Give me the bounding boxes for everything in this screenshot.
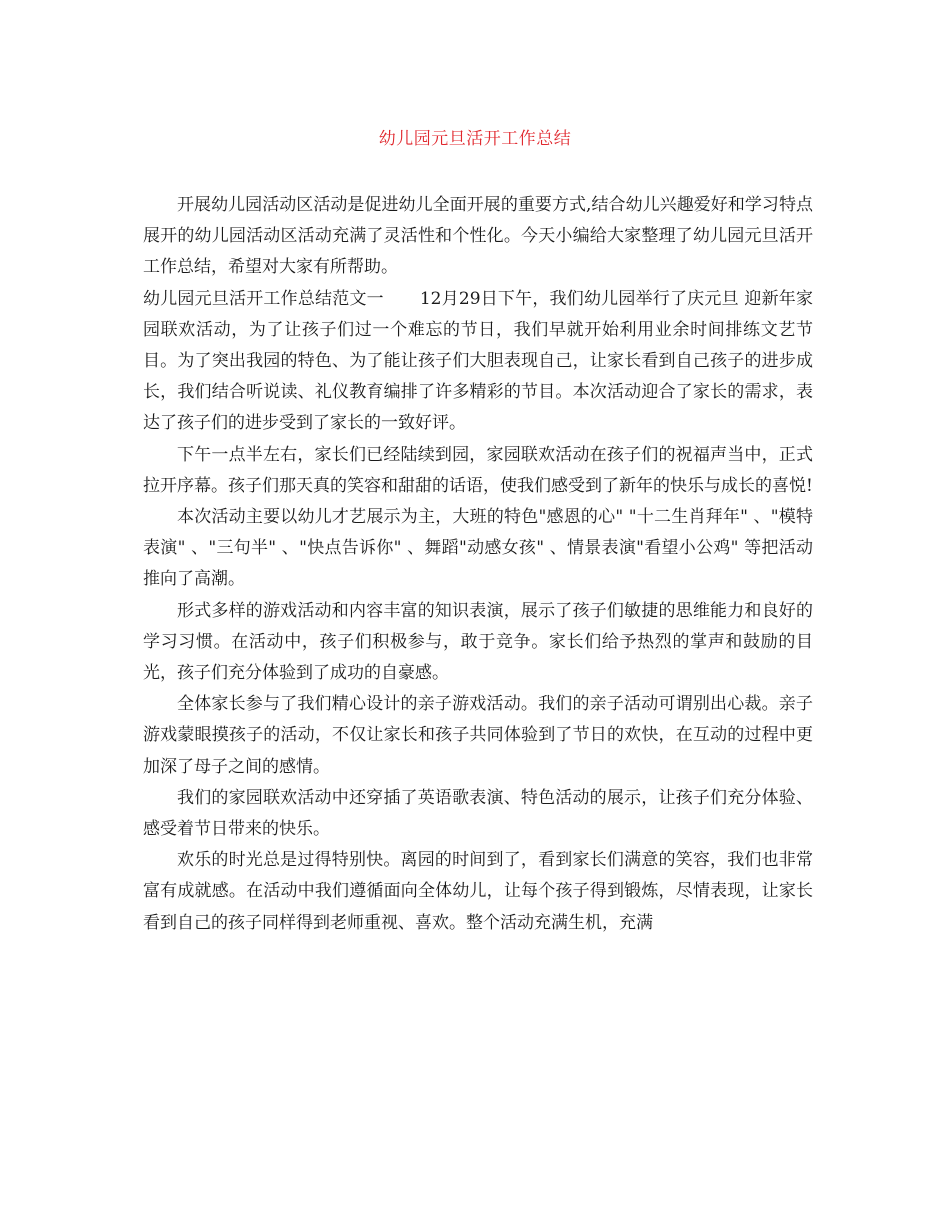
paragraph-2: 下午一点半左右，家长们已经陆续到园，家园联欢活动在孩子们的祝福声当中，正式拉开序幕。孩子们那天真的笑容和甜甜的话语，使我们感受到了新年的快乐与成长的喜悦! <box>143 444 813 496</box>
paragraph-6: 我们的家园联欢活动中还穿插了英语歌表演、特色活动的展示，让孩子们充分体验、感受着节日带来的快乐。 <box>143 787 813 840</box>
paragraph-5: 全体家长参与了我们精心设计的亲子游戏活动。我们的亲子活动可谓别出心裁。亲子游戏蒙眼摸孩子的活动，不仅让家长和孩子共同体验到了节日的欢快，在互动的过程中更加深了母子之间的感情。 <box>143 694 813 777</box>
document-body <box>143 190 813 939</box>
paragraph-7: 欢乐的时光总是过得特别快。离园的时间到了，看到家长们满意的笑容，我们也非常富有成就感。在活动中我们遵循面向全体幼儿，让每个孩子得到锻炼，尽情表现，让家长看到自己的孩子同样得到老师重视、喜欢。整个活动充满生机，充满 <box>143 850 813 933</box>
intro-paragraph: 开展幼儿园活动区活动是促进幼儿全面开展的重要方式,结合幼儿兴趣爱好和学习特点展开的幼儿园活动区活动充满了灵活性和个性化。今天小编给大家整理了幼儿园元旦活开工作总结，希望对大家有所帮助。 <box>143 195 813 278</box>
paragraph-4: 形式多样的游戏活动和内容丰富的知识表演，展示了孩子们敏捷的思维能力和良好的学习习惯。在活动中，孩子们积极参与，敢于竞争。家长们给予热烈的掌声和鼓励的目光，孩子们充分体验到了成功的自豪感。 <box>143 600 813 684</box>
document-title: 幼儿园元旦活开工作总结 <box>378 129 572 149</box>
section-first-paragraph <box>143 284 813 440</box>
paragraph-3: 本次活动主要以幼儿才艺展示为主，大班的特色"感恩的心" "十二生肖拜年" 、"模特表演" 、"三句半" 、"快点告诉你" 、舞蹈"动感女孩" 、情景表演"看望小公鸡" 等把活动推向了高潮。 <box>143 507 813 590</box>
paragraph-1: 12月29日下午，我们幼儿园举行了庆元旦 迎新年家园联欢活动，为了让孩子们过一个难忘的节日，我们早就开始利用业余时间排练文艺节目。为了突出我园的特色、为了能让孩子们大胆表现自己，让家长看到自己孩子的进步成长，我们结合听说读、礼仪教育编排了许多精彩的节目。本次活动迎合了家长的需求，表达了孩子们的进步受到了家长的一致好评。 <box>143 288 814 434</box>
section-heading: 幼儿园元旦活开工作总结范文一 <box>143 288 384 309</box>
